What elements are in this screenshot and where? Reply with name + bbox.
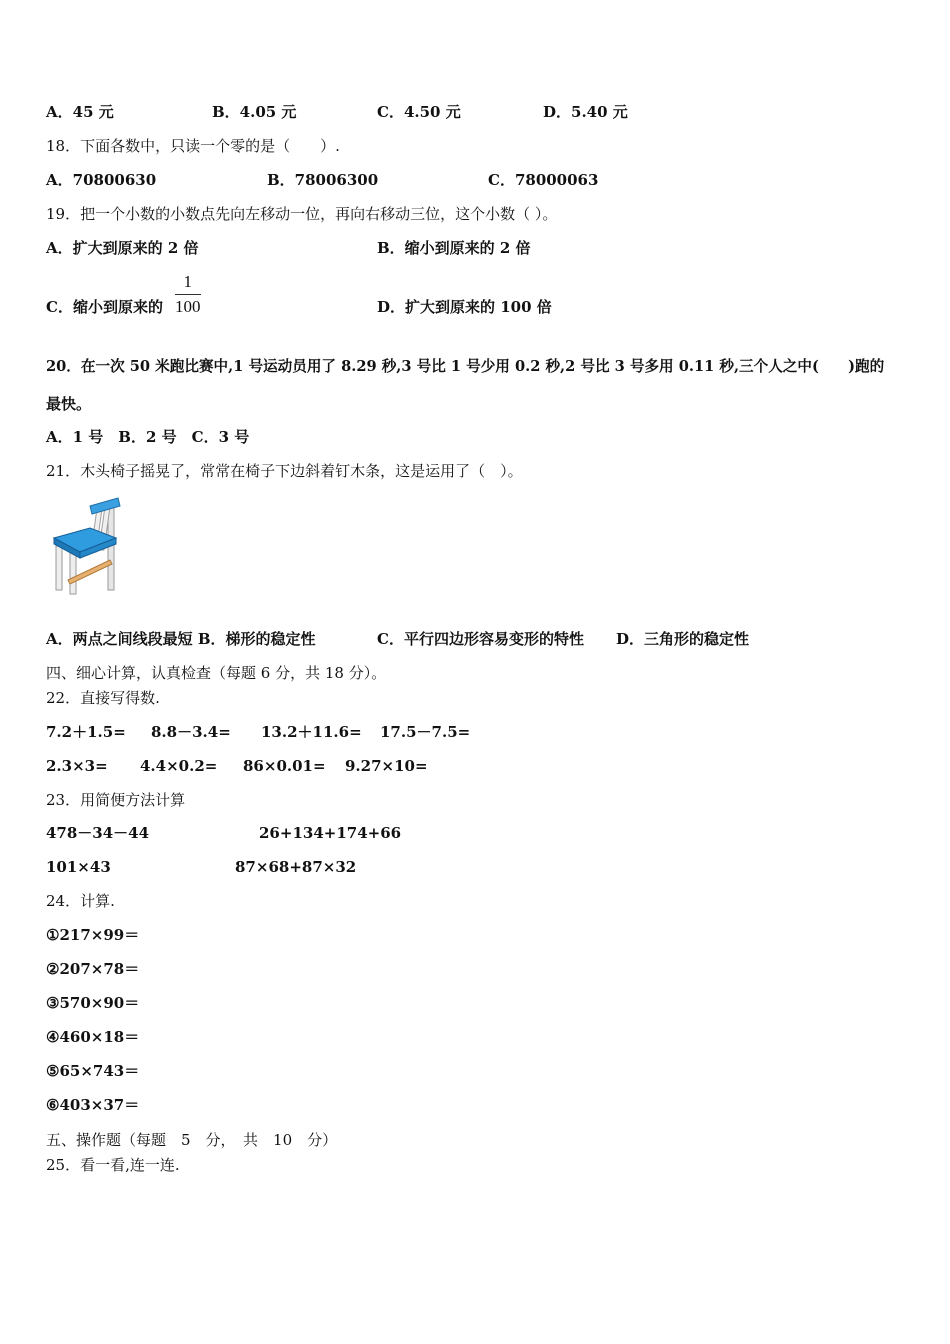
q24-item: ⑤65×743＝ [46, 1062, 140, 1080]
fraction-denominator: 100 [175, 297, 201, 316]
q20-question-line1: 20．在一次 50 米跑比赛中,1 号运动员用了 8.29 秒,3 号比 1 号少用 0.2 秒,2 号比 3 号多用 0.11 秒,三个人之中( )跑的 [46, 358, 885, 375]
section4-title: 四、细心计算，认真检查（每题 6 分，共 18 分）。 [46, 664, 387, 682]
q23-r1-item: 26+134+174+66 [259, 824, 402, 842]
q18-question: 18．下面各数中，只读一个零的是（ ）. [46, 137, 340, 155]
q21-option-d: D．三角形的稳定性 [616, 630, 750, 648]
q22-r2-item: 9.27×10= [345, 757, 428, 775]
q19-fraction [175, 272, 201, 317]
q19-option-c: C．缩小到原来的 [46, 298, 163, 316]
q21-option-c: C．平行四边形容易变形的特性 [377, 630, 584, 648]
q21-question: 21．木头椅子摇晃了，常常在椅子下边斜着钉木条，这是运用了（ ）。 [46, 462, 523, 480]
q24-question: 24．计算. [46, 892, 115, 910]
q22-r2-item: 2.3×3= [46, 757, 108, 775]
q23-r1-item: 478－34－44 [46, 824, 150, 842]
fraction-numerator: 1 [175, 272, 201, 295]
q20-options: A．1 号 B．2 号 C．3 号 [46, 428, 250, 446]
q22-r1-item: 8.8－3.4= [151, 723, 231, 741]
q23-question: 23．用简便方法计算 [46, 791, 186, 809]
q24-item: ②207×78＝ [46, 960, 140, 978]
q17-option-a: A．45 元 [46, 103, 114, 121]
q19-option-b: B．缩小到原来的 2 倍 [377, 239, 531, 257]
q22-question: 22．直接写得数. [46, 689, 160, 707]
q24-item: ①217×99＝ [46, 926, 140, 944]
q19-option-a: A．扩大到原来的 2 倍 [46, 239, 199, 257]
chair-illustration [50, 494, 130, 603]
q18-option-a: A．70800630 [46, 171, 157, 189]
q22-r1-item: 13.2＋11.6= [261, 723, 362, 741]
q22-r1-item: 17.5－7.5= [380, 723, 471, 741]
q24-item: ③570×90＝ [46, 994, 140, 1012]
q17-option-c: C．4.50 元 [377, 103, 461, 121]
q24-item: ④460×18＝ [46, 1028, 140, 1046]
q18-option-c: C．78000063 [488, 171, 599, 189]
q25-question: 25．看一看,连一连. [46, 1156, 180, 1174]
q19-option-d: D．扩大到原来的 100 倍 [377, 298, 552, 316]
q22-r2-item: 86×0.01= [243, 757, 326, 775]
section5-title: 五、操作题（每题 5 分， 共 10 分） [46, 1131, 338, 1149]
q18-option-b: B．78006300 [267, 171, 379, 189]
q22-r1-item: 7.2＋1.5= [46, 723, 126, 741]
q17-option-b: B．4.05 元 [212, 103, 297, 121]
q24-item: ⑥403×37＝ [46, 1096, 140, 1114]
q23-r2-item: 87×68+87×32 [235, 858, 357, 876]
q22-r2-item: 4.4×0.2= [140, 757, 218, 775]
q23-r2-item: 101×43 [46, 858, 111, 876]
q20-question-line2: 最快。 [46, 395, 92, 413]
q17-option-d: D．5.40 元 [543, 103, 628, 121]
q21-option-ab: A．两点之间线段最短 B．梯形的稳定性 [46, 630, 316, 648]
q19-question: 19．把一个小数的小数点先向左移动一位，再向右移动三位，这个小数（ ）。 [46, 205, 558, 223]
